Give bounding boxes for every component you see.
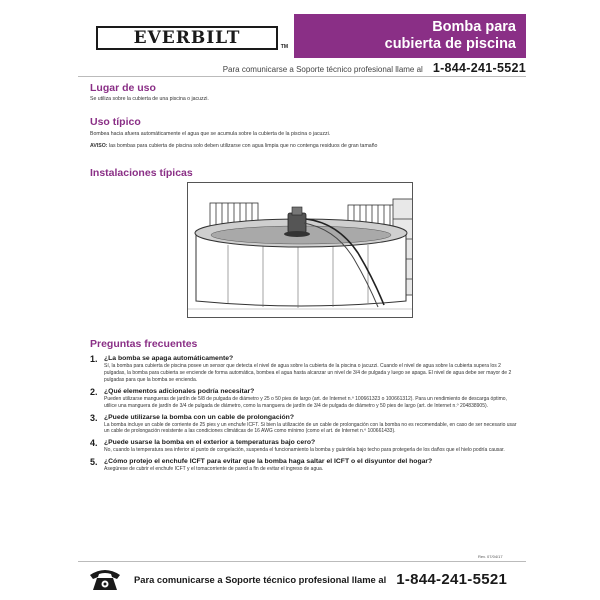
faq-number: 1.: [90, 354, 98, 364]
faq-body: [104, 413, 520, 436]
faq-question: ¿Qué elementos adicionales podría necesitar?: [104, 387, 255, 395]
faq-item-2: [90, 387, 520, 410]
faq-body: [104, 438, 520, 454]
heading-lugar-de-uso: Lugar de uso: [90, 82, 156, 94]
heading-uso-tipico: Uso típico: [90, 116, 141, 128]
faq-question: ¿Cómo protejo el enchufe ICFT para evitar que la bomba haga saltar el ICFT o el disyuntor del hogar?: [104, 458, 433, 466]
faq-item-1: [90, 354, 520, 384]
support-phone-top: 1-844-241-5521: [432, 61, 526, 75]
warning-text: las bombas para cubierta de piscina solo deben utilizarse con agua limpia que no contenga residuos de gran tamaño: [108, 143, 378, 149]
title-line-2: cubierta de piscina: [384, 36, 516, 52]
telephone-icon: [88, 566, 122, 592]
heading-instalaciones: Instalaciones típicas: [90, 167, 193, 179]
faq-item-4: [90, 438, 520, 454]
logo-area: [78, 14, 294, 58]
everbilt-logo: [96, 26, 288, 50]
text-uso-tipico: Bombea hacia afuera automáticamente el agua que se acumula sobre la cubierta de la piscina o jacuzzi.: [90, 131, 331, 137]
header-banner: [78, 14, 526, 58]
support-text-top: Para comunicarse a Soporte técnico profesional llame al: [222, 65, 423, 74]
support-phone-bottom: 1-844-241-5521: [396, 570, 508, 588]
faq-answer: Pueden utilizarse mangueras de jardín de 5/8 de pulgada de diámetro y 25 o 50 pies de largo (art. de Internet n.º 100661323 o 100661312). Para un rendimiento de descarga óptimo, utilice una manguera de jardín de 3/4 de pulgada de diámetro, como la manguera de jardín de 3/4 de pulgada de diámetro y 50 pies de largo (art. de Internet n.º 204838905).: [104, 395, 507, 409]
faq-number: 5.: [90, 457, 98, 468]
pool-illustration-svg: [188, 183, 413, 318]
support-text-bottom: Para comunicarse a Soporte técnico profesional llame al: [134, 573, 387, 585]
page-title: [294, 14, 526, 58]
trademark-mark: TM: [280, 44, 288, 50]
warning-line: [90, 143, 520, 150]
revision-date: Rev. 07/04/17: [478, 554, 503, 559]
faq-answer: Asegúrese de cubrir el enchufe ICFT y el tomacorriente de pared a fin de evitar el ingreso de agua.: [104, 466, 324, 473]
divider-top: [78, 76, 526, 77]
faq-number: 4.: [90, 438, 98, 449]
faq-answer: La bomba incluye un cable de corriente de 25 pies y un enchufe ICFT. Si bien la utilización de un cable de prolongación con la bomba no es recomendable, en caso de ser necesario usar un cable de prolongación resistente a las condiciones climáticas de 16 AWG como mínimo (como el art. de Internet n.º 100661433).: [104, 421, 517, 435]
faq-question: ¿Puede usarse la bomba en el exterior a temperaturas bajo cero?: [104, 439, 316, 447]
support-line-bottom: [78, 565, 526, 593]
faq-item-3: [90, 413, 520, 436]
warning-label: AVISO:: [90, 143, 108, 149]
pool-cover-pump-illustration: [187, 182, 413, 318]
title-line-1: Bomba para: [432, 19, 516, 35]
faq-body: [104, 354, 520, 384]
faq-answer: Sí, la bomba para cubierta de piscina posee un sensor que detecta el nivel de agua sobre la cubierta de la piscina o jacuzzi. Cuando el nivel de agua sobre la cubierta supera los 2 pulgadas, la bomba para cubierta se enciende de forma automática, bombea el agua hasta alcanzar un nivel de 3/4 de pulgada y luego se apaga. El nivel de agua debe ser mayor de 2 pulgadas para que la bomba se encienda.: [104, 363, 512, 383]
faq-question: ¿Puede utilizarse la bomba con un cable de prolongación?: [104, 413, 294, 421]
faq-item-5: [90, 457, 520, 473]
logo-text: EVERBILT: [133, 28, 241, 48]
faq-answer: No, cuando la temperatura sea inferior al punto de congelación, suspenda el funcionamiento la bomba y guárdela bajo techo para protegerla de los daños que el hielo podría causar.: [104, 447, 505, 454]
heading-faq: Preguntas frecuentes: [90, 338, 198, 350]
support-line-top: [78, 61, 526, 75]
faq-question: ¿La bomba se apaga automáticamente?: [104, 355, 234, 362]
faq-number: 3.: [90, 412, 98, 423]
faq-number: 2.: [90, 386, 98, 397]
faq-body: [104, 387, 520, 410]
text-lugar-de-uso: Se utiliza sobre la cubierta de una piscina o jacuzzi.: [90, 96, 209, 102]
pump: [284, 207, 310, 237]
faq-list: [90, 354, 520, 476]
faq-body: [104, 457, 520, 473]
divider-bottom: [78, 561, 526, 562]
